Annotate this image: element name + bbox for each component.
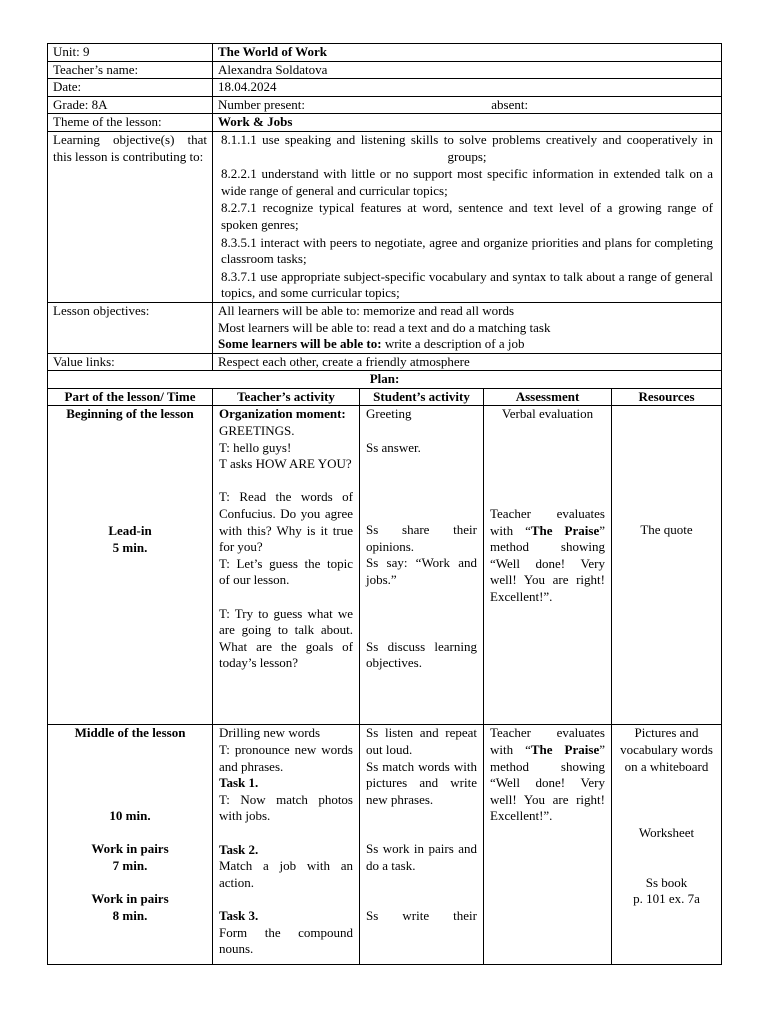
lesson-objective-all: All learners will be able to: memorize and read all words (218, 302, 515, 318)
value-links-label: Value links: (48, 353, 213, 371)
col-part-time: Part of the lesson/ Time (48, 388, 213, 406)
student-listen: Ss listen and repeat out loud. (366, 725, 477, 758)
plan-title-row (48, 371, 722, 389)
teacher-hello: T: hello guys! (219, 439, 292, 455)
col-resources: Resources (612, 388, 722, 406)
teacher-confucius: T: Read the words of Confucius. Do you agree with this? Why is it true for you? (219, 489, 353, 555)
teacher-row (48, 61, 722, 79)
lesson-objectives-row (48, 302, 722, 353)
objective-4: 8.3.5.1 interact with peers to negotiate, agree and organize priorities and plans for completing classroom tasks; (221, 234, 713, 267)
middle-student-cell (360, 725, 484, 965)
plan-row-beginning (48, 406, 722, 725)
theme-label: Theme of the lesson: (48, 114, 213, 132)
beginning-resources-cell (612, 406, 722, 725)
lead-in-label: Lead-in (108, 523, 152, 539)
resource-pictures: Pictures and vocabulary words on a whiteboard (620, 725, 713, 774)
beginning-part-title: Beginning of the lesson (66, 406, 194, 422)
resource-quote: The quote (640, 522, 693, 538)
resource-book: Ss book (645, 874, 688, 890)
middle-praise-assessment (490, 725, 605, 825)
teacher-guess: T: Let’s guess the topic of our lesson. (219, 555, 353, 588)
org-moment: Organization moment: (219, 406, 346, 422)
absent-label: absent: (491, 96, 529, 112)
middle-part-cell (48, 725, 213, 965)
plan-title: Plan: (48, 371, 722, 389)
teacher-pronounce: T: pronounce new words and phrases. (219, 742, 353, 774)
middle-resources-cell (612, 725, 722, 965)
middle-time-3: 8 min. (112, 907, 148, 923)
task-2-text: Match a job with an action. (219, 858, 353, 890)
task-2-label: Task 2. (219, 841, 259, 857)
middle-praise-a: Teacher evaluates with “ (490, 725, 605, 758)
lesson-objectives-label: Lesson objectives: (48, 302, 213, 353)
objective-5: 8.3.7.1 use appropriate subject-specific vocabulary and syntax to talk about a range of general topics, and some curricular topics; (221, 268, 713, 301)
middle-part-title: Middle of the lesson (74, 725, 186, 741)
lesson-plan-document (47, 43, 721, 965)
col-student-activity: Student’s activity (360, 388, 484, 406)
plan-header-row (48, 388, 722, 406)
value-links-value: Respect each other, create a friendly atmosphere (213, 353, 722, 371)
beginning-praise-assessment (490, 506, 605, 606)
col-teacher-activity: Teacher’s activity (213, 388, 360, 406)
value-links-row (48, 353, 722, 371)
task-3-text: Form the compound nouns. (219, 924, 353, 957)
lesson-objective-some (218, 336, 716, 353)
student-discuss: Ss discuss learning objectives. (366, 638, 477, 671)
teacher-value: Alexandra Soldatova (213, 61, 722, 79)
student-match: Ss match words with pictures and write new phrases. (366, 758, 477, 807)
lead-in-time: 5 min. (112, 539, 148, 555)
verbal-evaluation: Verbal evaluation (501, 406, 594, 422)
task-1-label: Task 1. (219, 775, 259, 791)
student-share: Ss share their opinions. (366, 522, 477, 554)
task-1-text: T: Now match photos with jobs. (219, 791, 353, 824)
middle-praise-bold: The Praise (530, 742, 600, 758)
learning-objectives-list (213, 131, 722, 302)
beginning-part-cell (48, 406, 213, 725)
lesson-objective-most: Most learners will be able to: read a text and do a matching task (218, 319, 551, 335)
objective-2: 8.2.2.1 understand with little or no support most specific information in extended talk on a wide range of general and curricular topics; (221, 166, 713, 198)
student-answer: Ss answer. (366, 439, 421, 455)
teacher-ask: T asks HOW ARE YOU? (219, 456, 352, 472)
theme-row (48, 114, 722, 132)
date-value: 18.04.2024 (213, 79, 722, 97)
beginning-student-cell (360, 406, 484, 725)
praise-text-bold: The Praise (530, 522, 600, 538)
plan-table (47, 388, 722, 966)
middle-teacher-cell (213, 725, 360, 965)
drilling: Drilling new words (219, 725, 321, 741)
beginning-teacher-cell (213, 406, 360, 725)
grade-label: Grade: 8A (48, 96, 213, 114)
unit-label: Unit: 9 (48, 44, 213, 62)
objective-3: 8.2.7.1 recognize typical features at word, sentence and text level of a growing range of spoken genres; (221, 200, 713, 232)
middle-assessment-cell (484, 725, 612, 965)
lesson-objectives-list (213, 302, 722, 353)
unit-value: The World of Work (213, 44, 722, 62)
grade-row (48, 96, 722, 114)
praise-text-b: ” method showing “Well done! Very well! You are right! Excellent!”. (490, 522, 605, 605)
date-label: Date: (48, 79, 213, 97)
pairs-label-2: Work in pairs (91, 891, 169, 907)
student-write: Ss write their (366, 907, 477, 923)
middle-praise-b: ” method showing “Well done! Very well! You are right! Excellent!”. (490, 742, 605, 824)
number-present-label: Number present: (218, 96, 306, 112)
objective-1: 8.1.1.1 use speaking and listening skills to solve problems creatively and cooperatively in groups; (221, 131, 713, 164)
learning-objectives-label: Learning objective(s) that this lesson is contributing to: (48, 131, 213, 302)
learning-objectives-row (48, 131, 722, 302)
greetings: GREETINGS. (219, 423, 295, 439)
resource-book-page: p. 101 ex. 7a (633, 891, 700, 907)
resource-worksheet: Worksheet (638, 825, 695, 841)
unit-row (48, 44, 722, 62)
pairs-label-1: Work in pairs (91, 841, 169, 857)
lesson-objective-some-lead: Some learners will be able to: (218, 336, 382, 352)
theme-value: Work & Jobs (213, 114, 722, 132)
beginning-assessment-cell (484, 406, 612, 725)
praise-text-a: Teacher evaluates with “ (490, 506, 605, 538)
lesson-header-table (47, 43, 722, 389)
student-say: Ss say: “Work and jobs.” (366, 555, 477, 588)
attendance-cell (213, 96, 722, 114)
task-3-label: Task 3. (219, 908, 259, 923)
student-pairs: Ss work in pairs and do a task. (366, 841, 477, 874)
teacher-try: T: Try to guess what we are going to talk about. What are the goals of today’s lesson? (219, 605, 353, 671)
plan-row-middle (48, 725, 722, 965)
student-greeting: Greeting (366, 406, 412, 422)
col-assessment: Assessment (484, 388, 612, 406)
teacher-label: Teacher’s name: (48, 61, 213, 79)
date-row (48, 79, 722, 97)
lesson-objective-some-rest: write a description of a job (381, 336, 525, 352)
middle-time-2: 7 min. (112, 857, 148, 873)
middle-time-1: 10 min. (109, 808, 151, 824)
